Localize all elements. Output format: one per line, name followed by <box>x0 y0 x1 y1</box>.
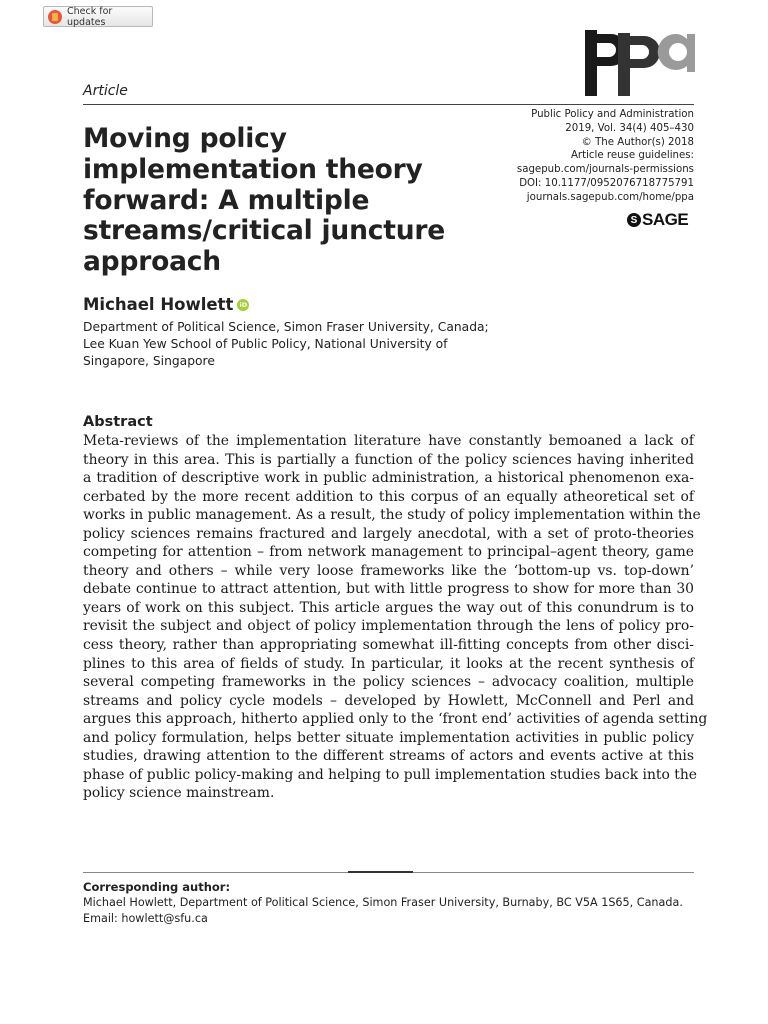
abstract-line: debate continue to attract attention, but with little progress to show for more than 30 <box>83 581 694 598</box>
abstract-line: Meta-reviews of the implementation literature have constantly bemoaned a lack of <box>83 433 694 449</box>
abstract-heading: Abstract <box>83 414 153 430</box>
doi-link[interactable]: DOI: 10.1177/0952076718775791 <box>519 177 694 189</box>
journal-homepage-link[interactable]: journals.sagepub.com/home/ppa <box>526 191 694 203</box>
affiliation-line: Singapore, Singapore <box>83 354 215 368</box>
corresponding-author-address: Michael Howlett, Department of Political Science, Simon Fraser University, Burnaby, BC V5A 1S65, Canada. <box>83 896 683 909</box>
author-name: Michael Howlett <box>83 295 234 314</box>
author-affiliation <box>83 319 523 370</box>
abstract-line: works in public management. As a result, the study of policy implementation within the <box>83 507 701 524</box>
orcid-icon[interactable]: iD <box>237 299 249 311</box>
abstract-line: streams and policy cycle models – developed by Howlett, McConnell and Perl and <box>83 692 694 709</box>
sage-wordmark: SAGE <box>642 210 689 229</box>
abstract-line: a tradition of descriptive work in public administration, a historical phenomenon exa- <box>83 470 694 487</box>
abstract-line: policy science mainstream. <box>83 785 275 802</box>
email-link[interactable]: howlett@sfu.ca <box>121 912 208 925</box>
sage-mark-icon: S <box>627 213 641 227</box>
abstract-line: competing for attention – from network management to principal–agent theory, game <box>83 544 694 561</box>
affiliation-line: Lee Kuan Yew School of Public Policy, National University of <box>83 337 448 351</box>
journal-volume: 2019, Vol. 34(4) 405–430 <box>565 122 694 134</box>
email-label: Email: <box>83 912 122 925</box>
abstract-line: argues this approach, hitherto applied only to the ‘front end’ activities of agenda setting <box>83 711 708 728</box>
abstract-line: theory and others – while very loose frameworks like the ‘bottom-up vs. top-down’ <box>83 562 694 579</box>
abstract-line: studies, drawing attention to the different streams of actors and events active at this <box>83 748 694 765</box>
copyright: © The Author(s) 2018 <box>581 136 694 148</box>
abstract-line: revisit the subject and object of policy implementation through the lens of policy pro- <box>83 618 694 635</box>
header-divider <box>83 104 694 105</box>
abstract-line: cess theory, rather than appropriating somewhat ill-fitting concepts from other disci- <box>83 637 694 654</box>
article-type-label: Article <box>83 83 128 99</box>
article-title: Moving policy implementation theory forward: A multiple streams/critical juncture approach <box>83 123 446 278</box>
crossmark-icon <box>48 10 62 24</box>
corresponding-author-email-line <box>83 911 694 927</box>
journal-metadata <box>474 108 694 205</box>
abstract-line: theory in this area. This is partially a function of the policy sciences having inherited <box>83 451 694 468</box>
abstract-body <box>83 432 708 803</box>
abstract-line: several competing frameworks in the policy sciences – advocacy coalition, multiple <box>83 674 694 691</box>
abstract-line: phase of public policy-making and helping to pull implementation studies back into the <box>83 766 698 783</box>
corresponding-author-heading: Corresponding author: <box>83 880 231 894</box>
check-for-updates-button[interactable] <box>43 6 153 27</box>
abstract-line: policy sciences remains fractured and largely anecdotal, with a set of proto-theories <box>83 525 694 542</box>
affiliation-line: Department of Political Science, Simon Fraser University, Canada; <box>83 320 489 334</box>
abstract-line: plines to this area of fields of study. In particular, it looks at the recent synthesis of <box>83 655 694 672</box>
footnote-divider-accent <box>348 871 413 873</box>
permissions-link[interactable]: sagepub.com/journals-permissions <box>516 164 694 176</box>
journal-logo-ppa <box>585 30 695 98</box>
corresponding-author-details <box>83 895 694 927</box>
abstract-line: and policy formulation, helps better situate implementation activities in public policy <box>83 729 694 746</box>
reuse-guidelines-label: Article reuse guidelines: <box>570 150 694 162</box>
check-for-updates-label: Check for updates <box>67 5 113 28</box>
abstract-line: years of work on this subject. This article argues the way out of this conundrum is to <box>83 599 694 616</box>
journal-name: Public Policy and Administration <box>531 109 694 120</box>
author-line <box>83 295 249 314</box>
abstract-line: cerbated by the more recent addition to this corpus of an equally atheoretical set of <box>83 488 694 505</box>
sage-logo <box>627 210 688 230</box>
